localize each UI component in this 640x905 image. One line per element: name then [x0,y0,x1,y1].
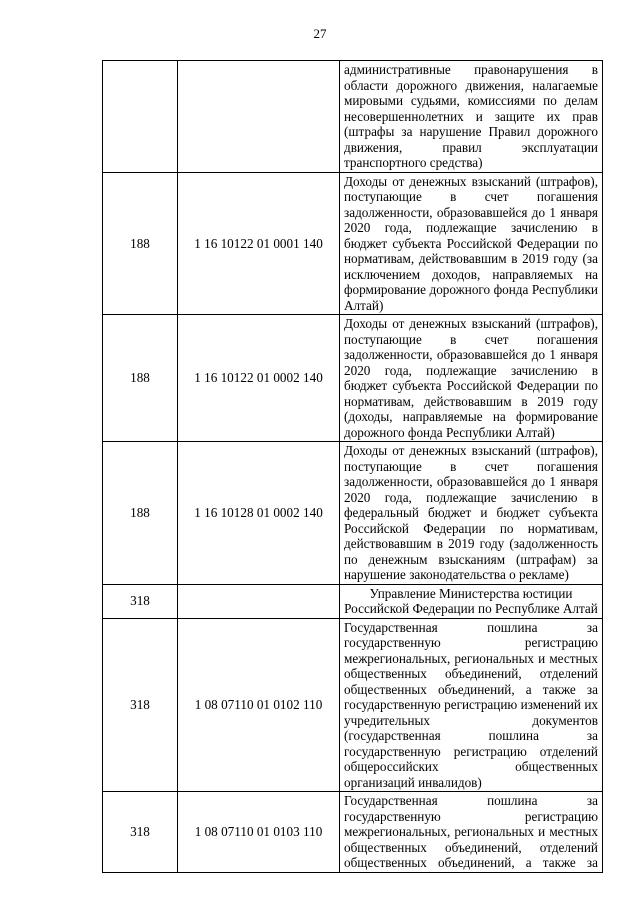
revenue-description-cell: Государственная пошлина за государственную регистрацию межрегиональных, региональных и местных общественных объединений, отделений общественных объединений, а также за государственную регистрацию изменений их учредительных документов (государственная пошлина за государственную регистрацию отделений общероссийских общественных организаций инвалидов) [340,618,603,792]
budget-classification-code-cell: 1 16 10128 01 0002 140 [178,442,340,585]
administrator-code-cell [103,61,178,173]
budget-classification-code-cell: 1 16 10122 01 0002 140 [178,315,340,442]
administrator-code-cell: 188 [103,172,178,315]
budget-classification-code-cell [178,61,340,173]
administrator-code-cell: 318 [103,584,178,618]
administrator-name-cell: Управление Министерства юстиции Российской Федерации по Республике Алтай [340,584,603,618]
administrator-code-cell: 318 [103,792,178,873]
revenue-description-cell: Доходы от денежных взысканий (штрафов), поступающие в счет погашения задолженности, образовавшейся до 1 января 2020 года, подлежащие зачислению в федеральный бюджет и бюджет субъекта Российской Федерации по нормативам, действовавшим в 2019 году (задолженность по денежным взысканиям (штрафам) за нарушение законодательства о рекламе) [340,442,603,585]
administrator-code-cell: 318 [103,618,178,792]
table-row [103,792,603,873]
table-row [103,618,603,792]
revenue-description-cell: Государственная пошлина за государственную регистрацию межрегиональных, региональных и местных общественных объединений, отделений общественных объединений, а также за [340,792,603,873]
administrator-header-row [103,584,603,618]
budget-classification-code-cell: 1 08 07110 01 0102 110 [178,618,340,792]
revenue-description-cell: Доходы от денежных взысканий (штрафов), поступающие в счет погашения задолженности, образовавшейся до 1 января 2020 года, подлежащие зачислению в бюджет субъекта Российской Федерации по нормативам, действовавшим в 2019 году (за исключением доходов, направляемых на формирование дорожного фонда Республики Алтай) [340,172,603,315]
budget-classification-code-cell: 1 16 10122 01 0001 140 [178,172,340,315]
budget-classification-code-cell: 1 08 07110 01 0103 110 [178,792,340,873]
table-row [103,172,603,315]
table-row [103,315,603,442]
budget-classification-code-cell [178,584,340,618]
revenue-description-cell: административные правонарушения в области дорожного движения, налагаемые мировыми судьями, комиссиями по делам несовершеннолетних и защите их прав (штрафы за нарушение Правил дорожного движения, правил эксплуатации транспортного средства) [340,61,603,173]
table-row [103,442,603,585]
administrator-code-cell: 188 [103,442,178,585]
revenue-codes-table [102,60,603,873]
table-row [103,61,603,173]
page-number: 27 [313,26,327,41]
administrator-code-cell: 188 [103,315,178,442]
revenue-description-cell: Доходы от денежных взысканий (штрафов), поступающие в счет погашения задолженности, образовавшейся до 1 января 2020 года, подлежащие зачислению в бюджет субъекта Российской Федерации по нормативам, действовавшим в 2019 году (доходы, направляемые на формирование дорожного фонда Республики Алтай) [340,315,603,442]
